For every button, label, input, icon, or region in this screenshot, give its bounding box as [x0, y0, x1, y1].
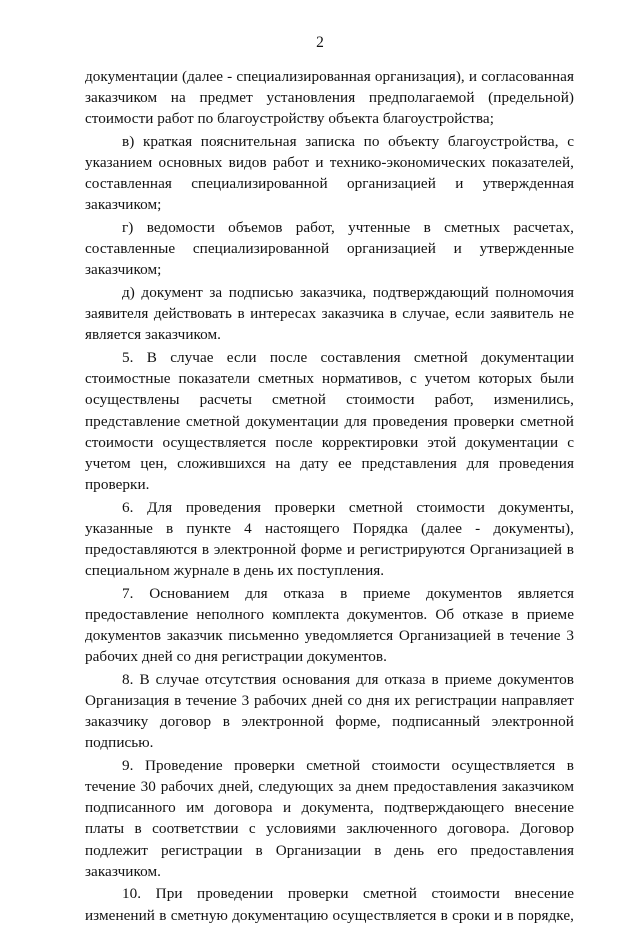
page-number: 2	[316, 34, 324, 51]
paragraph-clause-6: 6. Для проведения проверки сметной стоимости документы, указанные в пункте 4 настоящего Порядка (далее - документы), предоставляются в электронной форме и регистрируются Организацией в специальном журнале в день их поступления.	[85, 498, 574, 580]
paragraph-item-g: г) ведомости объемов работ, учтенные в сметных расчетах, составленные специализированной организацией и утвержденные заказчиком;	[85, 219, 574, 279]
paragraph-continuation: документации (далее - специализированная организация), и согласованная заказчиком на предмет установления предполагаемой (предельной) стоимости работ по благоустройству объекта благоустройства;	[85, 68, 574, 128]
paragraph-clause-5: 5. В случае если после составления сметной документации стоимостные показатели сметных нормативов, с учетом которых были осуществлены расчеты сметной стоимости работ, изменились, представление сметной документации для проведения проверки сметной стоимости осуществляется после корректировки этой документации с учетом цен, сложившихся на дату ее представления для проведения проверки.	[85, 349, 574, 493]
paragraph-clause-10: 10. При проведении проверки сметной стоимости внесение изменений в сметную документацию осуществляется в сроки и в порядке,	[85, 885, 574, 924]
document-body	[85, 66, 574, 927]
paragraph-clause-7: 7. Основанием для отказа в приеме документов является предоставление неполного комплекта документов. Об отказе в приеме документов заказчик письменно уведомляется Организацией в течение 3 рабочих дней со дня регистрации документов.	[85, 584, 574, 666]
paragraph-item-v: в) краткая пояснительная записка по объекту благоустройства, с указанием основных видов работ и технико-экономических показателей, составленная специализированной организацией и утвержденная заказчиком;	[85, 132, 574, 214]
paragraph-item-d: д) документ за подписью заказчика, подтверждающий полномочия заявителя действовать в интересах заказчика в случае, если заявитель не является заказчиком.	[85, 284, 574, 344]
paragraph-clause-9: 9. Проведение проверки сметной стоимости осуществляется в течение 30 рабочих дней, следующих за днем предоставления заказчиком подписанного им договора и документа, подтверждающего внесение платы в соответствии с условиями заключенного договора. Договор подлежит регистрации в Организации в день его предоставления заказчиком.	[85, 757, 574, 880]
paragraph-clause-8: 8. В случае отсутствия основания для отказа в приеме документов Организация в течение 3 рабочих дней со дня их регистрации направляет заказчику договор в электронной форме, подписанный электронной подписью.	[85, 670, 574, 752]
